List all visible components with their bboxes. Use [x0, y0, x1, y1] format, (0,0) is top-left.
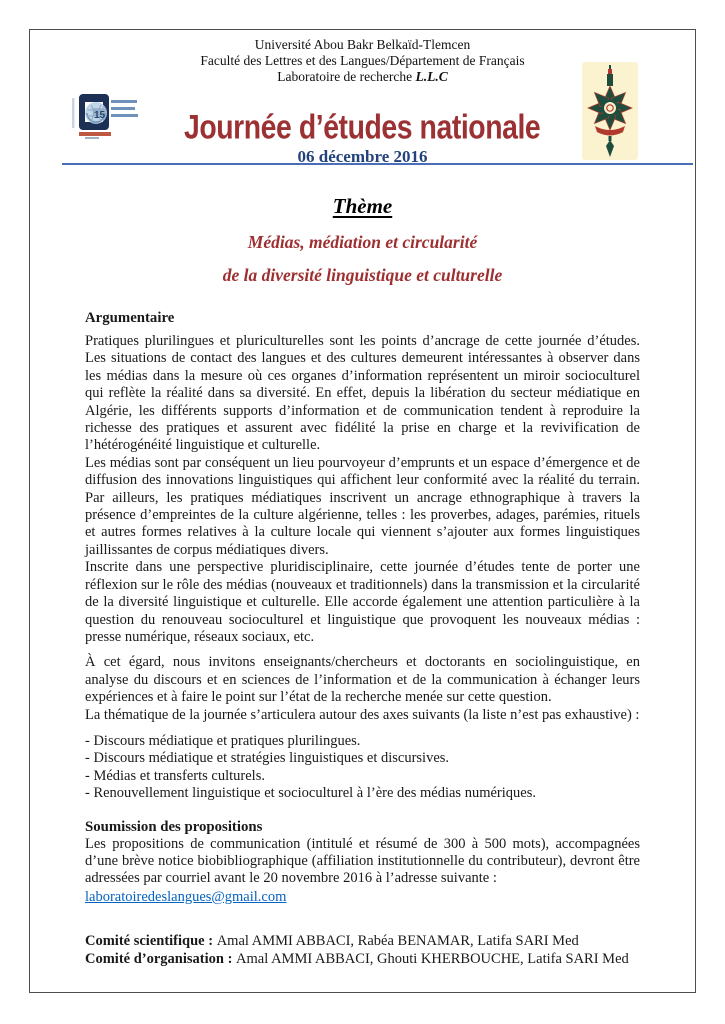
theme-title-line1: Médias, médiation et circularité [247, 232, 478, 252]
laboratory-prefix: Laboratoire de recherche [277, 69, 416, 84]
argumentaire-heading: Argumentaire [85, 310, 175, 326]
committees-block [85, 933, 640, 968]
document-content [85, 0, 640, 968]
submission-body: Les propositions de communication (intitulé et résumé de 300 à 500 mots), accompagnées d’une brève notice biobibliographique (affiliation institutionnelle du contributeur), devront être adressées par courriel avant le 20 novembre 2016 à l’adresse suivante : [85, 835, 640, 887]
axis-item: - Médias et transferts culturels. [85, 767, 265, 784]
institution-header [85, 0, 640, 85]
svg-text:15: 15 [94, 110, 106, 121]
university-name: Université Abou Bakr Belkaïd-Tlemcen [254, 37, 471, 52]
scientific-committee-label: Comité scientifique : [85, 933, 217, 950]
scientific-committee-members: Amal AMMI ABBACI, Rabéa BENAMAR, Latifa SARI Med [216, 933, 579, 950]
submission-email-link[interactable]: laboratoiredeslangues@gmail.com [85, 888, 287, 905]
argumentaire-paragraph-3: Inscrite dans une perspective pluridisciplinaire, cette journée d’études tente de porter une réflexion sur le rôle des médias (nouveaux et traditionnels) dans la transmission et la circularité de la diversité linguistique et culturelle. Elle accorde également une attention particulière à la question du renouveau socioculturel et linguistique que provoquent les nouveaux médias : presse numérique, réseaux sociaux, etc. [85, 559, 640, 645]
axes-intro: La thématique de la journée s’articulera autour des axes suivants (la liste n’est pas exhaustive) : [85, 706, 640, 723]
theme-heading: Thème [332, 194, 393, 218]
event-title-wrap [85, 108, 640, 146]
submission-heading: Soumission des propositions [85, 818, 263, 835]
faculty-name: Faculté des Lettres et des Langues/Département de Français [200, 53, 525, 68]
laboratory-name: L.L.C [415, 69, 448, 84]
organization-committee-line [85, 951, 640, 968]
laboratory-line [85, 69, 640, 85]
axis-item: - Discours médiatique et pratiques plurilingues. [85, 732, 361, 749]
organization-committee-label: Comité d’organisation : [85, 950, 237, 967]
event-title: Journée d’études nationale [184, 107, 541, 146]
axis-item: - Discours médiatique et stratégies linguistiques et discursives. [85, 750, 450, 767]
axis-item: - Renouvellement linguistique et socioculturel à l’ère des médias numériques. [85, 785, 536, 802]
organization-committee-members: Amal AMMI ABBACI, Ghouti KHERBOUCHE, Latifa SARI Med [236, 950, 629, 967]
argumentaire-paragraph-2: Les médias sont par conséquent un lieu pourvoyeur d’emprunts et un espace d’émergence et de diffusion des innovations linguistiques qui affichent leur conformité avec la réalité du terrain. Par ailleurs, les pratiques médiatiques inscrivent un ancrage ethnographique à travers la présence d’empreintes de la culture algérienne, telles : les proverbes, adages, parémies, rituels et autres formes relatives à la culture locale qui viennent s’ajouter aux formes linguistiques jaillissantes de corpus médiatiques divers. [85, 454, 640, 558]
axes-list [85, 733, 640, 803]
argumentaire-paragraph-4: À cet égard, nous invitons enseignants/chercheurs et doctorants en sociolinguistique, en analyse du discours et en sciences de l’information et de la communication à échanger leurs expériences et à faire le point sur l’état de la recherche menée sur cette question. [85, 654, 640, 706]
argumentaire-paragraph-1: Pratiques plurilingues et pluriculturelles sont les points d’ancrage de cette journée d’études. Les situations de contact des langues et des cultures demeurent intéressantes à observer dans les médias dans la mesure où ces organes d’information représentent un miroir socioculturel qui reflète la réalité dans sa diversité. En effet, depuis la libération du secteur médiatique en Algérie, les différents supports d’information et de communication tendent à reproduire la richesse des pratiques et assurent avec fidélité la prise en charge et la revivification de l’hétérogénéité linguistique et culturelle. [85, 333, 640, 454]
event-date: 06 décembre 2016 [297, 147, 428, 166]
theme-title-line2: de la diversité linguistique et culturelle [222, 265, 503, 285]
scientific-committee-line [85, 933, 640, 950]
